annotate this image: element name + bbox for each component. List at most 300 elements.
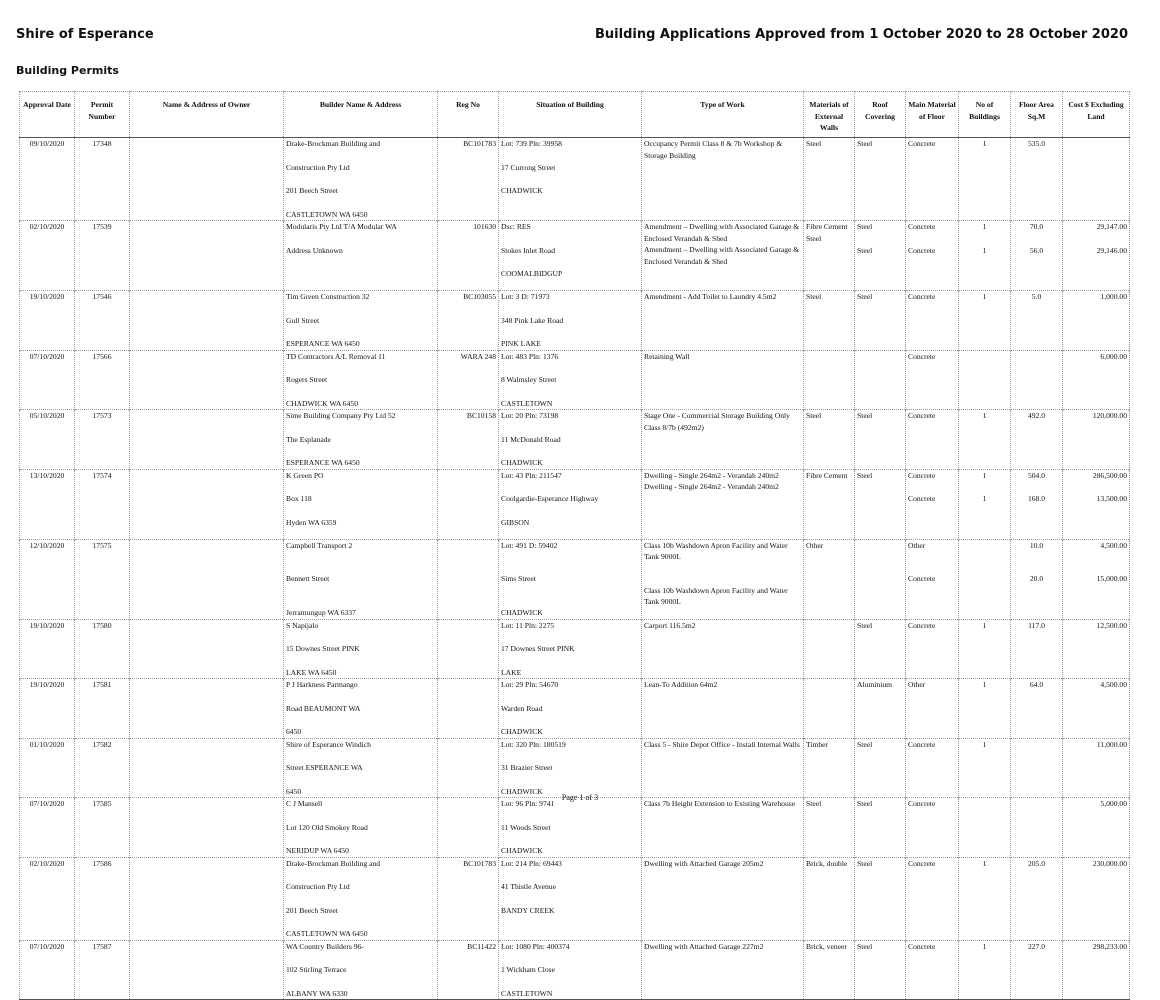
cell-walls [804, 679, 855, 739]
cost-line: 4,500.00 [1100, 540, 1127, 550]
cell-situation [499, 857, 642, 940]
cell-reg-no: BC10158 [438, 410, 499, 470]
cell-walls [804, 539, 855, 619]
roof-line: Steel [857, 222, 873, 231]
line-gap [908, 233, 956, 245]
cell-cost [1063, 798, 1130, 858]
cell-builder-address [284, 857, 438, 940]
cell-builder-address [284, 221, 438, 291]
cell-owner [130, 539, 284, 619]
line-gap [286, 422, 435, 434]
cost-line: 29,146.00 [1096, 245, 1127, 255]
situation-line: Lot: 214 Pln: 69443 [501, 858, 562, 868]
situation-line: 17 Downes Street PINK [501, 644, 575, 653]
floor-line: Concrete [908, 574, 936, 583]
line-gap [961, 540, 1008, 562]
cell-type-of-work [642, 798, 804, 858]
cell-cost [1063, 469, 1130, 539]
type-of-work-line: Dwelling - Single 264m2 - Verandah 240m2 [644, 482, 779, 491]
cell-reg-no [438, 539, 499, 619]
situation-line: CHADWICK [501, 727, 543, 736]
type-of-work-line: Class 7b Height Extension to Existing Warehouse [644, 799, 796, 808]
cell-walls [804, 221, 855, 291]
cost-line: 5,000.00 [1100, 799, 1127, 808]
cell-approval-date: 09/10/2020 [20, 138, 75, 221]
cell-approval-date: 07/10/2020 [20, 940, 75, 1000]
cell-reg-no [438, 469, 499, 539]
cell-floor [906, 940, 959, 1000]
line-gap [286, 833, 435, 845]
builder-address-line: 6450 [286, 786, 302, 796]
cell-num-buildings [959, 798, 1011, 858]
line-gap [1013, 233, 1060, 245]
cell-floor-area [1011, 619, 1063, 679]
builder-address-line: Lot 120 Old Smokey Road [286, 822, 368, 832]
floor-line: Concrete [908, 858, 936, 868]
walls-line: Other [806, 540, 824, 550]
cell-type-of-work [642, 857, 804, 940]
cell-approval-date: 05/10/2020 [20, 410, 75, 470]
builder-address-line: K Green PO [286, 470, 324, 480]
table-row [20, 539, 1130, 619]
line-gap [286, 714, 435, 726]
line-gap [501, 150, 639, 162]
line-gap [501, 893, 639, 905]
line-gap [501, 691, 639, 703]
header-row [20, 92, 1130, 138]
cell-floor [906, 350, 959, 410]
line-gap [286, 893, 435, 905]
num-buildings-line: 1 [982, 245, 987, 255]
walls-line: Steel [806, 139, 822, 148]
table-row [20, 857, 1130, 940]
cell-reg-no [438, 619, 499, 679]
cell-permit-number: 17574 [75, 469, 130, 539]
col-roof: Roof Covering [855, 92, 906, 138]
line-gap [501, 774, 639, 786]
line-gap [286, 362, 435, 374]
cell-builder-address [284, 738, 438, 798]
cell-roof [855, 857, 906, 940]
col-permit-number: Permit Number [75, 92, 130, 138]
cell-floor-area [1011, 679, 1063, 739]
cell-floor-area [1011, 138, 1063, 221]
cost-line: 120,000.00 [1092, 411, 1127, 420]
situation-line: Lot: 96 Pln: 9741 [501, 799, 555, 808]
cell-floor-area [1011, 350, 1063, 410]
line-gap [286, 631, 435, 643]
cell-situation [499, 138, 642, 221]
cell-situation [499, 679, 642, 739]
walls-line: Fibre Cement [806, 222, 848, 231]
cell-num-buildings [959, 221, 1011, 291]
cell-situation [499, 350, 642, 410]
cell-cost [1063, 857, 1130, 940]
builder-address-line: Street ESPERANCE WA [286, 763, 363, 772]
cell-permit-number: 17573 [75, 410, 130, 470]
cell-situation [499, 291, 642, 351]
cell-roof [855, 291, 906, 351]
roof-line: Aluminium [857, 680, 893, 689]
line-gap [961, 233, 1008, 245]
type-of-work-line: Carport 116.5m2 [644, 620, 696, 630]
line-gap [501, 481, 639, 493]
col-floor: Main Material of Floor [906, 92, 959, 138]
type-of-work-line: Lean-To Addition 64m2 [644, 680, 718, 689]
cell-situation [499, 940, 642, 1000]
cell-situation [499, 469, 642, 539]
cell-owner [130, 350, 284, 410]
situation-line: LAKE [501, 667, 522, 677]
situation-line: 1 Wickham Close [501, 965, 555, 974]
cell-reg-no: BC11422 [438, 940, 499, 1000]
type-of-work-line: Class 5 - Shire Depot Office - Install Internal Walls [644, 739, 800, 749]
col-walls: Materials of External Walls [804, 92, 855, 138]
cell-roof [855, 619, 906, 679]
floor-area-line: 70.0 [1029, 222, 1044, 231]
num-buildings-line: 1 [982, 494, 987, 503]
situation-line: Lot: 29 Pln: 54670 [501, 680, 559, 689]
cell-num-buildings [959, 679, 1011, 739]
report-title: Building Applications Approved from 1 October 2020 to 28 October 2020 [595, 27, 1128, 42]
situation-line: COOMALBIDGUP [501, 269, 563, 278]
builder-address-line: CASTLETOWN WA 6450 [286, 209, 368, 219]
builder-address-line: Tim Green Construction 32 [286, 292, 370, 301]
table-row [20, 679, 1130, 739]
cell-type-of-work [642, 221, 804, 291]
num-buildings-line: 1 [982, 222, 987, 231]
cell-approval-date: 12/10/2020 [20, 539, 75, 619]
col-situation: Situation of Building [499, 92, 642, 138]
num-buildings-line: 1 [982, 680, 987, 689]
builder-address-line: S Napijalo [286, 620, 319, 630]
walls-line: Steel [806, 411, 822, 420]
builder-address-line: CHADWICK WA 6450 [286, 398, 358, 408]
builder-address-line: Road BEAUMONT WA [286, 703, 361, 713]
cell-walls [804, 738, 855, 798]
floor-line: Concrete [908, 799, 936, 808]
roof-line: Steel [857, 799, 873, 808]
cell-approval-date: 01/10/2020 [20, 738, 75, 798]
builder-address-line: 201 Beech Street [286, 905, 338, 915]
line-gap [501, 976, 639, 988]
floor-line: Concrete [908, 139, 936, 148]
floor-line: Concrete [908, 411, 936, 420]
floor-area-line: 205.0 [1027, 858, 1046, 868]
builder-address-line: WA Country Builders 96- [286, 941, 364, 951]
cell-reg-no [438, 738, 499, 798]
cell-permit-number: 17587 [75, 940, 130, 1000]
cell-situation [499, 738, 642, 798]
line-gap [286, 197, 435, 209]
line-gap [908, 551, 956, 573]
line-gap [286, 585, 435, 607]
table-body [20, 138, 1130, 1000]
table-row [20, 291, 1130, 351]
cell-situation [499, 619, 642, 679]
line-gap [286, 869, 435, 881]
situation-line: CHADWICK [501, 458, 543, 467]
cell-roof [855, 221, 906, 291]
num-buildings-line: 1 [982, 139, 987, 148]
line-gap [286, 691, 435, 703]
floor-area-line: 10.0 [1029, 540, 1044, 550]
line-gap [286, 233, 435, 245]
floor-area-line: 56.0 [1029, 245, 1044, 255]
cell-cost [1063, 619, 1130, 679]
builder-address-line: 6450 [286, 727, 302, 736]
line-gap [286, 774, 435, 786]
line-gap [501, 655, 639, 667]
cell-situation [499, 798, 642, 858]
col-type-of-work: Type of Work [642, 92, 804, 138]
cell-roof [855, 469, 906, 539]
floor-area-line: 117.0 [1028, 620, 1045, 630]
line-gap [1065, 481, 1127, 493]
builder-address-line: The Esplanade [286, 434, 331, 444]
line-gap [1013, 481, 1060, 493]
cell-type-of-work [642, 138, 804, 221]
floor-line: Concrete [908, 292, 936, 301]
cell-num-buildings [959, 291, 1011, 351]
table-row [20, 619, 1130, 679]
cell-num-buildings [959, 940, 1011, 1000]
builder-address-line: C J Mansell [286, 799, 323, 808]
cell-permit-number: 17581 [75, 679, 130, 739]
line-gap [908, 481, 956, 493]
type-of-work-line: Amendment – Dwelling with Associated Garage & Enclosed Verandah & Shed [644, 222, 800, 243]
line-gap [501, 326, 639, 338]
cost-line: 298,233.00 [1092, 941, 1127, 951]
cell-builder-address [284, 410, 438, 470]
line-gap [501, 631, 639, 643]
cell-approval-date: 19/10/2020 [20, 619, 75, 679]
cost-line: 11,000.00 [1096, 739, 1127, 749]
col-owner: Name & Address of Owner [130, 92, 284, 138]
line-gap [501, 173, 639, 185]
type-of-work-line: Retaining Wall [644, 351, 690, 361]
table-row [20, 138, 1130, 221]
cell-cost [1063, 350, 1130, 410]
floor-line: Concrete [908, 941, 936, 951]
permits-table [19, 91, 1130, 1000]
cell-cost [1063, 539, 1130, 619]
line-gap [501, 233, 639, 245]
cell-builder-address [284, 539, 438, 619]
cell-type-of-work [642, 291, 804, 351]
cell-cost [1063, 940, 1130, 1000]
line-gap [501, 833, 639, 845]
builder-address-line: Construction Pty Ltd [286, 162, 350, 172]
line-gap [501, 256, 639, 268]
cell-walls [804, 857, 855, 940]
line-gap [501, 750, 639, 762]
roof-line: Steel [857, 411, 873, 420]
type-of-work-line: Dwelling with Attached Garage 205m2 [644, 858, 764, 868]
cell-floor [906, 738, 959, 798]
floor-line: Concrete [908, 222, 936, 231]
cell-roof [855, 940, 906, 1000]
line-gap [1065, 551, 1127, 573]
roof-line: Steel [857, 858, 873, 868]
cell-floor-area [1011, 410, 1063, 470]
situation-line: PINK LAKE [501, 339, 541, 348]
situation-line: 17 Currong Street [501, 162, 556, 172]
builder-address-line: LAKE WA 6450 [286, 667, 337, 677]
walls-line: Brick, veneer [806, 941, 847, 951]
type-of-work-line: Dwelling with Attached Garage 227m2 [644, 941, 764, 951]
line-gap [501, 810, 639, 822]
floor-line: Other [908, 680, 926, 689]
cell-num-buildings [959, 410, 1011, 470]
situation-line: 41 Thistle Avenue [501, 882, 556, 891]
cost-line: 13,500.00 [1096, 494, 1127, 503]
builder-address-line: 102 Stirling Terrace [286, 965, 347, 974]
cell-reg-no [438, 798, 499, 858]
cell-permit-number: 17582 [75, 738, 130, 798]
builder-address-line: Modularis Pty Ltd T/A Modular WA [286, 222, 397, 231]
builder-address-line: Drake-Brockman Building and [286, 858, 381, 868]
cell-floor [906, 857, 959, 940]
situation-line: Lot: 491 D: 59402 [501, 540, 558, 550]
floor-line: Concrete [908, 494, 936, 503]
situation-line: Lot: 43 Pln: 211547 [501, 470, 562, 480]
cell-floor [906, 679, 959, 739]
cell-floor-area [1011, 940, 1063, 1000]
cell-approval-date: 07/10/2020 [20, 350, 75, 410]
cost-line: 4,500.00 [1100, 680, 1127, 689]
cell-builder-address [284, 940, 438, 1000]
line-gap [501, 714, 639, 726]
builder-address-line: NERIDUP WA 6450 [286, 846, 349, 855]
cell-approval-date: 19/10/2020 [20, 679, 75, 739]
walls-line: Steel [806, 799, 822, 808]
floor-area-line: 20.0 [1029, 574, 1044, 583]
situation-line: Lot: 739 Pln: 39958 [501, 139, 562, 148]
floor-area-line: 227.0 [1027, 941, 1046, 951]
cell-floor-area [1011, 857, 1063, 940]
cell-owner [130, 619, 284, 679]
walls-line: Steel [806, 292, 822, 301]
floor-line: Concrete [908, 739, 936, 749]
line-gap [286, 386, 435, 398]
cell-approval-date: 19/10/2020 [20, 291, 75, 351]
cell-type-of-work [642, 350, 804, 410]
floor-line: Concrete [908, 620, 936, 630]
line-gap [501, 422, 639, 434]
cell-owner [130, 469, 284, 539]
line-gap [286, 750, 435, 762]
cell-type-of-work [642, 738, 804, 798]
cell-owner [130, 738, 284, 798]
cell-situation [499, 410, 642, 470]
builder-address-line: Address Unknown [286, 245, 343, 255]
roof-line: Steel [857, 941, 873, 951]
situation-line: 348 Pink Lake Road [501, 315, 564, 325]
section-title: Building Permits [16, 64, 119, 77]
line-gap [501, 303, 639, 315]
cell-walls [804, 619, 855, 679]
situation-line: Lot: 20 Pln: 73198 [501, 411, 559, 420]
line-gap [501, 952, 639, 964]
cell-approval-date: 13/10/2020 [20, 469, 75, 539]
line-gap [286, 810, 435, 822]
cell-owner [130, 679, 284, 739]
cell-permit-number: 17348 [75, 138, 130, 221]
situation-line: CHADWICK [501, 846, 543, 855]
cell-num-buildings [959, 539, 1011, 619]
situation-line: Lot: 11 Pln: 2275 [501, 620, 555, 630]
cell-builder-address [284, 679, 438, 739]
type-of-work-line: Dwelling - Single 264m2 - Verandah 240m2 [644, 470, 779, 480]
cell-num-buildings [959, 350, 1011, 410]
situation-line: CHADWICK [501, 186, 543, 195]
builder-address-line: ESPERANCE WA 6450 [286, 458, 360, 467]
cell-cost [1063, 410, 1130, 470]
table-row [20, 940, 1130, 1000]
roof-line: Steel [857, 292, 873, 301]
line-gap [286, 551, 435, 573]
line-gap [501, 445, 639, 457]
line-gap [501, 505, 639, 517]
cell-walls [804, 291, 855, 351]
cell-situation [499, 221, 642, 291]
cell-cost [1063, 738, 1130, 798]
cell-floor [906, 138, 959, 221]
roof-line: Steel [857, 739, 873, 749]
cell-cost [1063, 221, 1130, 291]
cell-cost [1063, 291, 1130, 351]
situation-line: CASTLETOWN [501, 988, 553, 998]
cell-roof [855, 679, 906, 739]
type-of-work-line: Occupancy Permit Class 8 & 7b Workshop & Storage Building [644, 139, 783, 160]
num-buildings-line: 1 [982, 292, 987, 301]
cost-line: 230,000.00 [1092, 858, 1127, 868]
cell-roof [855, 410, 906, 470]
walls-line: Timber [806, 739, 829, 749]
line-gap [286, 303, 435, 315]
cell-walls [804, 798, 855, 858]
line-gap [286, 481, 435, 493]
builder-address-line: ESPERANCE WA 6450 [286, 339, 360, 348]
col-floor-area: Floor Area Sq.M [1011, 92, 1063, 138]
cell-num-buildings [959, 738, 1011, 798]
roof-line: Steel [857, 245, 873, 255]
cell-type-of-work [642, 539, 804, 619]
col-reg-no: Reg No [438, 92, 499, 138]
line-gap [501, 362, 639, 374]
situation-line: BANDY CREEK [501, 905, 555, 915]
cell-roof [855, 738, 906, 798]
situation-line: Lot: 483 Pln: 1376 [501, 351, 559, 361]
type-of-work-line: Class 10b Washdown Apron Facility and Water Tank 9000L [644, 540, 788, 561]
num-buildings-line: 1 [982, 620, 987, 630]
cell-floor-area [1011, 798, 1063, 858]
cell-roof [855, 539, 906, 619]
builder-address-line: P J Harkness Parmango [286, 680, 358, 689]
cell-builder-address [284, 350, 438, 410]
cell-permit-number: 17585 [75, 798, 130, 858]
cell-floor [906, 221, 959, 291]
line-gap [857, 233, 903, 245]
builder-address-line: Bennett Street [286, 574, 330, 583]
cell-permit-number: 17580 [75, 619, 130, 679]
line-gap [1013, 551, 1060, 573]
floor-area-line: 535.0 [1027, 139, 1046, 148]
line-gap [286, 655, 435, 667]
cell-builder-address [284, 798, 438, 858]
cell-reg-no: BC101783 [438, 138, 499, 221]
